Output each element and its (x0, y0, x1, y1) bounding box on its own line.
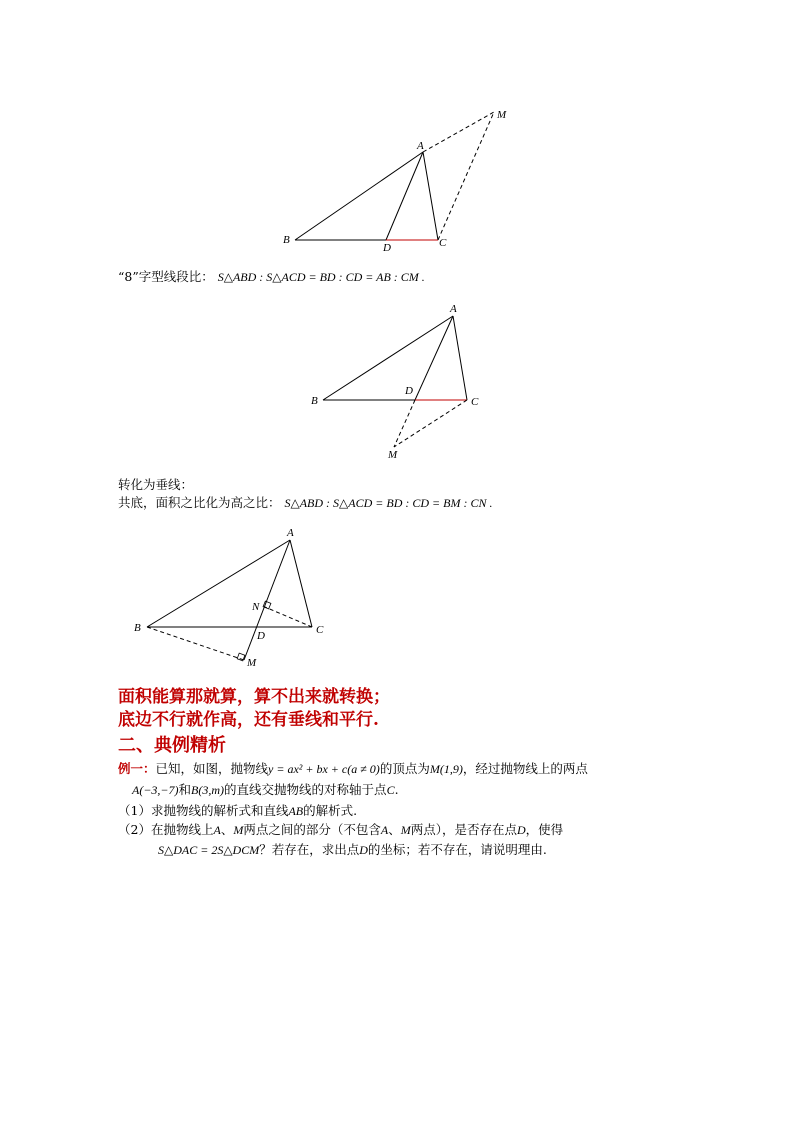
label-d: D (383, 242, 391, 254)
example-text-2b: 的直线交抛物线的对称轴于点 (224, 782, 387, 797)
q2-m2: M (400, 823, 411, 837)
label-b: B (134, 622, 141, 634)
caption-2-line-1: 转化为垂线： (118, 477, 194, 492)
q2-text-b: 、 (220, 822, 234, 837)
caption-1 (118, 268, 425, 286)
segment-ac (290, 540, 312, 627)
q2-text-d: 、 (388, 822, 401, 837)
figure-2-triangle (300, 295, 500, 465)
label-m: M (497, 109, 507, 121)
dashed-bm (147, 627, 244, 660)
example-question-2 (118, 821, 563, 839)
q2-d2: D (359, 843, 368, 857)
example-line-1 (118, 760, 588, 778)
example-question-1 (118, 802, 357, 820)
dashed-cm (438, 112, 494, 240)
segment-ac (453, 316, 467, 400)
label-m: M (247, 657, 257, 669)
label-c: C (439, 237, 447, 249)
label-d: D (405, 385, 413, 397)
dashed-dm (394, 400, 415, 447)
label-a: A (450, 303, 457, 315)
label-m: M (388, 449, 398, 461)
figure-3-triangle (125, 520, 335, 675)
q2-formula: S△DAC = 2S△DCM (158, 843, 260, 857)
caption-1-formula: S△ABD : S△ACD = BD : CD = AB : CM . (217, 270, 425, 284)
segment-ba (295, 152, 423, 240)
summary-line-1: 面积能算那就算，算不出来就转换； (118, 687, 390, 707)
figure-1-triangle (270, 100, 530, 260)
example-text-1b: 的顶点为 (379, 761, 430, 776)
example-text-1c: ，经过抛物线上的两点 (462, 761, 588, 776)
label-d: D (257, 630, 265, 642)
q1-end: 的解析式. (303, 803, 358, 818)
caption-2-formula: S△ABD : S△ACD = BD : CD = BM : CN . (284, 496, 493, 510)
q2-text-c: 两点之间的部分（不包含 (243, 822, 381, 837)
dashed-cm (394, 400, 467, 447)
label-b: B (311, 395, 318, 407)
example-point-c: C (386, 783, 395, 797)
segment-ba (147, 540, 290, 627)
segment-am (244, 540, 290, 660)
example-vertex: M(1,9) (429, 762, 463, 776)
example-label: 例一： (118, 761, 156, 776)
caption-2-prefix: 共底，面积之比化为高之比： (118, 495, 281, 510)
example-equation: y = ax² + bx + c(a ≠ 0) (268, 762, 380, 776)
example-line-2 (132, 781, 399, 799)
example-point-b: B(3,m) (191, 783, 225, 797)
q2-m: M (233, 823, 244, 837)
q2-text-g: ？若存在，求出点 (259, 842, 360, 857)
q2-text-e: 两点），是否存在点 (410, 822, 517, 837)
q2-d: D (516, 823, 526, 837)
q2-text-f: ，使得 (525, 822, 564, 837)
label-c: C (316, 624, 324, 636)
summary-line-2: 底边不行就作高，还有垂线和平行. (118, 710, 379, 730)
q2-text-h: 的坐标；若不存在，请说明理由. (367, 842, 547, 857)
q2-a2: A (380, 823, 389, 837)
dashed-am (423, 112, 494, 152)
q2-text-a: （2）在抛物线上 (118, 822, 214, 837)
q1-ab: AB (288, 804, 304, 818)
example-text-2c: . (394, 782, 399, 797)
label-c: C (471, 396, 479, 408)
q2-a: A (213, 823, 221, 837)
label-a: A (417, 140, 424, 152)
label-n: N (252, 601, 260, 613)
label-b: B (283, 234, 290, 246)
caption-2-line-2 (118, 494, 492, 512)
example-text-2a: 和 (178, 782, 192, 797)
example-text-1a: 已知，如图，抛物线 (155, 761, 269, 776)
label-a: A (287, 527, 294, 539)
example-question-2-cont (158, 841, 547, 859)
q1-text: （1）求抛物线的解析式和直线 (118, 803, 289, 818)
caption-1-prefix: “8”字型线段比： (118, 269, 214, 284)
section-title: 二、典例精析 (118, 735, 226, 756)
dashed-cn (265, 607, 312, 627)
example-point-a: A(−3,−7) (132, 783, 179, 797)
segment-ac (423, 152, 438, 240)
